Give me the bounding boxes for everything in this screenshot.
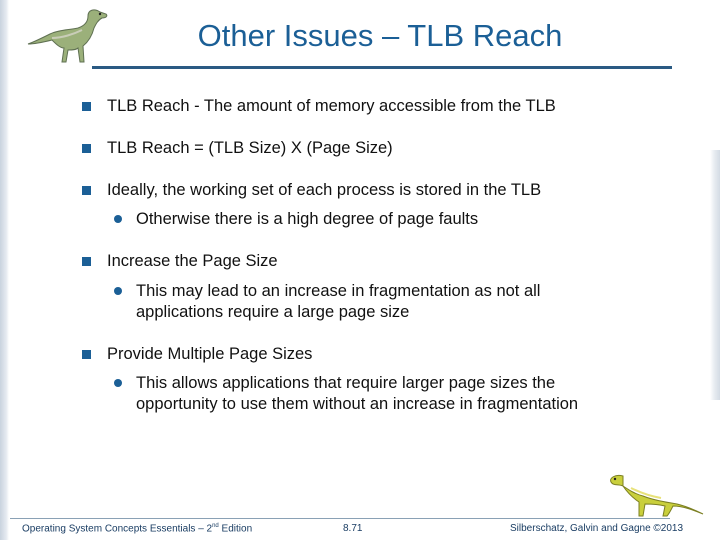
square-bullet-icon (82, 144, 91, 153)
footer-divider (10, 518, 670, 519)
sub-bullet-text-continued: applications require a large page size (136, 303, 410, 321)
square-bullet-icon (82, 350, 91, 359)
round-bullet-icon (114, 379, 122, 387)
footer-course (22, 523, 252, 534)
left-decor-band (0, 0, 9, 540)
round-bullet-icon (114, 215, 122, 223)
square-bullet-icon (82, 186, 91, 195)
round-bullet-icon (114, 287, 122, 295)
sub-bullet-text-continued: opportunity to use them without an increase in fragmentation (136, 395, 579, 413)
square-bullet-icon (82, 257, 91, 266)
sub-bullet-text: This may lead to an increase in fragmentation as not all (136, 282, 541, 300)
bullet-text: TLB Reach - The amount of memory accessible from the TLB (107, 97, 556, 115)
square-bullet-icon (82, 102, 91, 111)
right-decor-band (710, 150, 720, 400)
footer-page-number: 8.71 (343, 523, 363, 534)
slide-title: Other Issues – TLB Reach (197, 18, 563, 53)
title-divider (92, 66, 672, 69)
footer-course-text: Operating System Concepts Essentials – 2 (22, 523, 213, 535)
dinosaur-icon (22, 4, 117, 66)
footer-copyright: Silberschatz, Galvin and Gagne ©2013 (510, 523, 684, 534)
footer-course-suffix: Edition (218, 523, 253, 535)
bullet-text: Ideally, the working set of each process is stored in the TLB (107, 181, 542, 199)
bullet-text: TLB Reach = (TLB Size) X (Page Size) (107, 139, 393, 157)
bullet-text: Provide Multiple Page Sizes (107, 345, 313, 363)
footer-course-sup: nd (212, 523, 219, 529)
dinosaur-icon (605, 458, 705, 518)
bullet-text: Increase the Page Size (107, 252, 278, 270)
sub-bullet-text: This allows applications that require larger page sizes the (136, 374, 556, 392)
sub-bullet-text: Otherwise there is a high degree of page faults (136, 210, 479, 228)
